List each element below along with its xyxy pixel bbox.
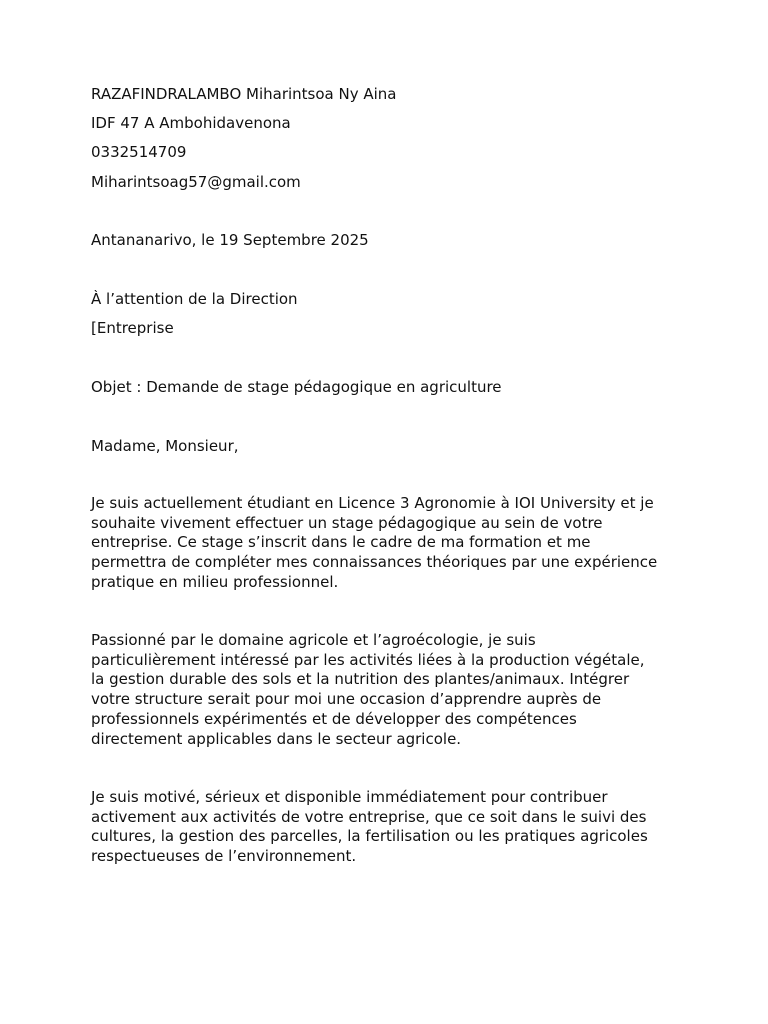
paragraph-line: particulièrement intéressé par les activités liées à la production végétale,	[91, 650, 645, 669]
paragraph-line: permettra de compléter mes connaissances théoriques par une expérience	[91, 553, 658, 572]
body-paragraph-1	[91, 494, 691, 593]
paragraph-line: Je suis motivé, sérieux et disponible immédiatement pour contribuer	[91, 788, 608, 806]
letter-subject: Objet : Demande de stage pédagogique en agriculture	[91, 378, 502, 396]
sender-address: IDF 47 A Ambohidavenona	[91, 114, 291, 132]
paragraph-line: votre structure serait pour moi une occasion d’apprendre auprès de	[91, 690, 602, 709]
sender-phone: 0332514709	[91, 143, 187, 161]
paragraph-line: entreprise. Ce stage s’inscrit dans le cadre de ma formation et me	[91, 533, 591, 552]
paragraph-line: professionnels expérimentés et de développer des compétences	[91, 709, 577, 728]
paragraph-line: respectueuses de l’environnement.	[91, 847, 357, 866]
paragraph-line: souhaite vivement effectuer un stage pédagogique au sein de votre	[91, 513, 603, 532]
recipient-attention: À l’attention de la Direction	[91, 290, 298, 308]
recipient-company: [Entreprise	[91, 319, 174, 337]
paragraph-line: cultures, la gestion des parcelles, la fertilisation ou les pratiques agricoles	[91, 827, 648, 846]
paragraph-line: directement applicables dans le secteur agricole.	[91, 729, 462, 748]
place-date: Antananarivo, le 19 Septembre 2025	[91, 231, 369, 249]
paragraph-line: la gestion durable des sols et la nutrition des plantes/animaux. Intégrer	[91, 670, 630, 689]
paragraph-line: pratique en milieu professionnel.	[91, 572, 339, 591]
salutation: Madame, Monsieur,	[91, 437, 239, 455]
sender-email: Miharintsoag57@gmail.com	[91, 173, 301, 191]
body-paragraph-3	[91, 788, 691, 867]
paragraph-line: activement aux activités de votre entreprise, que ce soit dans le suivi des	[91, 807, 647, 826]
paragraph-line: Je suis actuellement étudiant en Licence 3 Agronomie à IOI University et je	[91, 494, 654, 512]
sender-name: RAZAFINDRALAMBO Miharintsoa Ny Aina	[91, 85, 397, 103]
paragraph-line: Passionné par le domaine agricole et l’agroécologie, je suis	[91, 631, 536, 649]
body-paragraph-2	[91, 631, 691, 749]
